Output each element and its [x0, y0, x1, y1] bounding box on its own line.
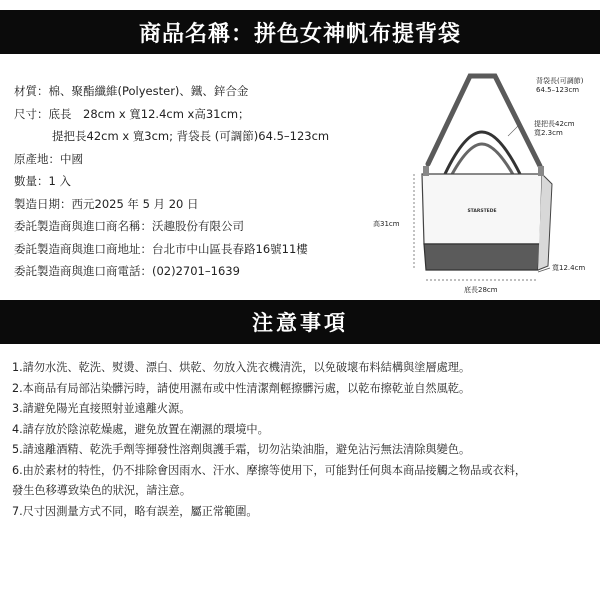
product-specs — [14, 80, 384, 283]
notice-title-banner — [0, 300, 600, 344]
notice-item: 5.請遠離酒精、乾洗手劑等揮發性溶劑與護手霜，切勿沾染油脂，避免沾污無法清除與變色。 — [12, 443, 471, 456]
spec-manufacture-date: 製造日期：西元2025 年 5 月 20 日 — [14, 196, 199, 211]
strap-clip-left — [423, 166, 429, 176]
notice-item: 發生色移導致染色的狀況，請注意。 — [12, 484, 192, 497]
notice-list — [12, 358, 592, 522]
strap-length-value: 64.5–123cm — [536, 86, 580, 94]
spec-company: 委託製造商與進口商名稱：沃趣股份有限公司 — [14, 219, 244, 233]
notice-title: 注意事項 — [252, 311, 348, 335]
notice-item: 1.請勿水洗、乾洗、熨燙、漂白、烘乾、勿放入洗衣機清洗，以免破壞布料結構與塗層處理。 — [12, 361, 471, 374]
notice-item: 6.由於素材的特性，仍不排除會因雨水、汗水、摩擦等使用下，可能對任何與本商品接觸之物品或衣料， — [12, 463, 527, 477]
notice-item: 7.尺寸因測量方式不同，略有誤差，屬正常範圍。 — [12, 504, 258, 518]
handle-length-label: 提把長42cm — [534, 120, 575, 128]
product-title-banner — [0, 10, 600, 54]
spec-material: 材質：棉、聚酯纖維(Polyester)、鐵、鋅合金 — [14, 84, 249, 98]
depth-label: 寬12.4cm — [552, 264, 586, 272]
spec-quantity: 數量：1 入 — [14, 174, 71, 188]
handle-width-label: 寬2.3cm — [534, 129, 563, 137]
notice-item: 3.請避免陽光直接照射並遠離火源。 — [12, 402, 191, 415]
strap-length-label: 背袋長(可調節) — [536, 77, 584, 85]
brand-label: STARSTEDE — [467, 209, 497, 214]
bag-lower-body — [424, 244, 540, 270]
spec-size-handle: 提把長42cm x 寬3cm; 背袋長 (可調節)64.5–123cm — [52, 129, 330, 143]
notice-item: 2.本商品有局部沾染髒污時，請使用濕布或中性清潔劑輕擦髒污處，以乾布擦乾並自然風乾。 — [12, 381, 471, 395]
handle-label-leader — [508, 124, 520, 136]
strap-clip-right — [538, 166, 544, 176]
height-label: 高31cm — [373, 220, 400, 228]
product-title: 商品名稱：拼色女神帆布提背袋 — [138, 21, 461, 47]
spec-address: 委託製造商與進口商地址：台北市中山區長春路16號11樓 — [14, 241, 308, 256]
shoulder-strap — [428, 76, 540, 166]
base-length-label: 底長28cm — [464, 286, 498, 294]
spec-origin: 原產地：中國 — [14, 151, 83, 166]
notice-item: 4.請存放於陰涼乾燥處，避免放置在潮濕的環境中。 — [12, 422, 269, 436]
bag-illustration — [370, 62, 595, 297]
spec-size: 尺寸：底長 28cm x 寬12.4cm x高31cm； — [14, 106, 250, 121]
spec-phone: 委託製造商與進口商電話：(02)2701–1639 — [14, 264, 240, 278]
bag-dimension-diagram — [370, 62, 595, 297]
